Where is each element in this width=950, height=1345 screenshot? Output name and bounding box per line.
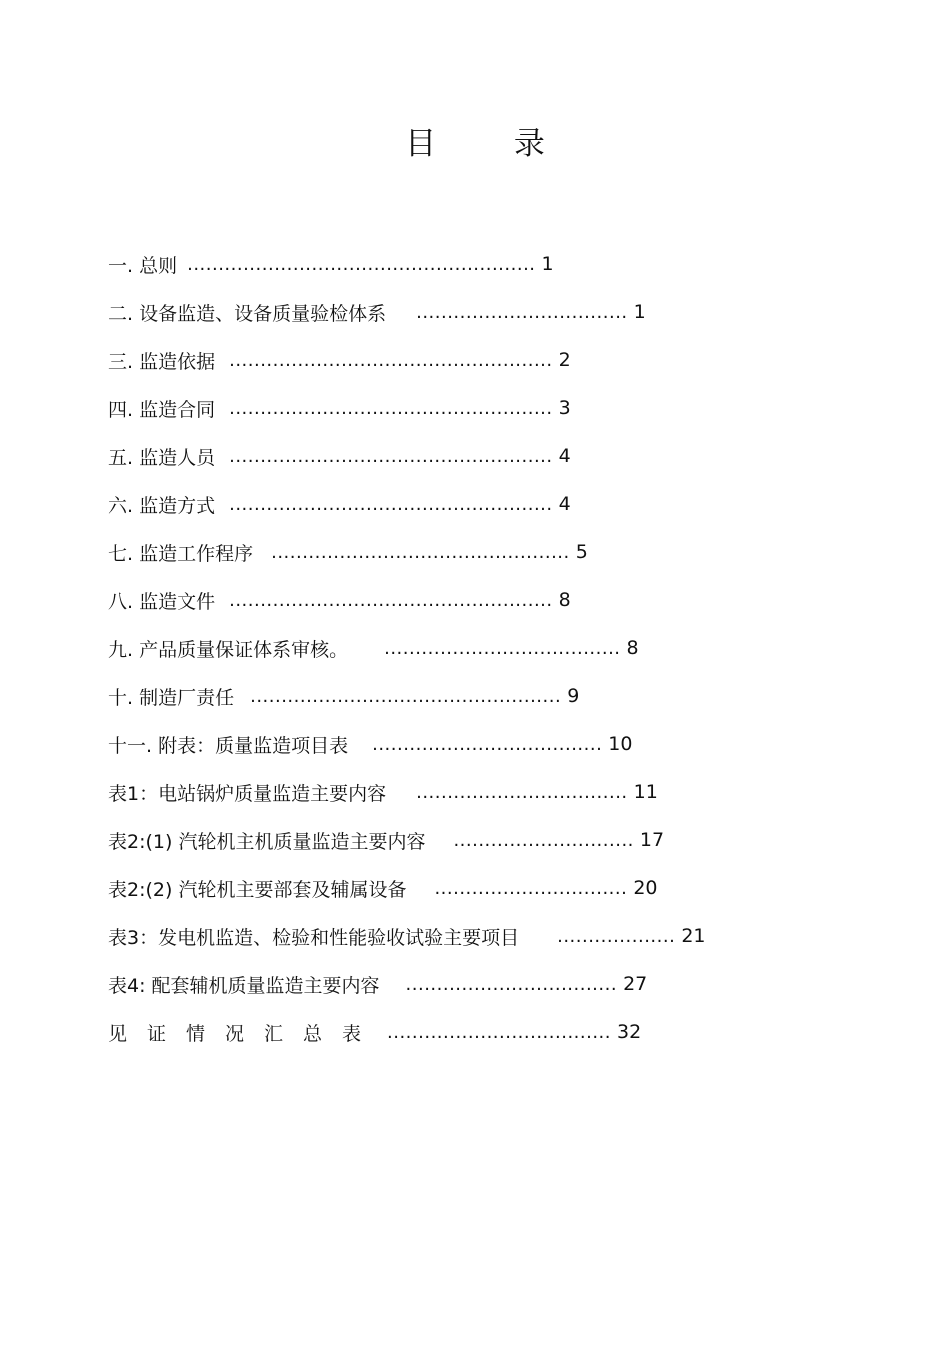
toc-page-number: 1 [633,301,646,323]
toc-entry[interactable] [108,912,848,960]
toc-entry[interactable] [108,624,848,672]
toc-page-number: 32 [617,1021,642,1043]
toc-dot-leader: .................................................... [229,445,553,467]
toc-entry[interactable] [108,1008,848,1056]
toc-page-number: 27 [623,973,648,995]
toc-entry-label: 表2:(1) 汽轮机主机质量监造主要内容 [108,830,426,853]
toc-dot-leader: ................................................ [271,541,570,563]
toc-entry[interactable] [108,672,848,720]
toc-page-number: 20 [633,877,658,899]
toc-dot-leader: ..................................... [372,733,603,755]
toc-entry[interactable] [108,864,848,912]
table-of-contents [108,240,848,1056]
toc-entry-label: 表3：发电机监造、检验和性能验收试验主要项目 [108,926,520,949]
toc-page-number: 9 [567,685,580,707]
toc-entry-label: 十. 制造厂责任 [108,686,235,709]
toc-entry-label: 十一. 附表：质量监造项目表 [108,734,349,757]
toc-page-number: 2 [558,349,571,371]
toc-entry-label: 一. 总则 [108,254,178,277]
toc-page-number: 11 [633,781,658,803]
toc-dot-leader: ...................................... [384,637,621,659]
toc-entry[interactable] [108,432,848,480]
toc-entry-label: 三. 监造依据 [108,350,216,373]
toc-dot-leader: .................................................... [229,397,553,419]
toc-entry[interactable] [108,576,848,624]
toc-entry-label: 八. 监造文件 [108,590,216,613]
toc-entry[interactable] [108,816,848,864]
toc-page-number: 10 [608,733,633,755]
toc-dot-leader: .................................. [405,973,618,995]
toc-entry[interactable] [108,960,848,1008]
toc-dot-leader: .................................. [416,781,628,803]
toc-entry[interactable] [108,480,848,528]
toc-page-number: 5 [575,541,588,563]
toc-dot-leader: .................................. [416,301,628,323]
toc-dot-leader: ............................... [434,877,628,899]
toc-entry[interactable] [108,720,848,768]
toc-dot-leader: ........................................................ [187,253,536,275]
toc-page-number: 8 [626,637,639,659]
toc-entry[interactable] [108,528,848,576]
toc-entry[interactable] [108,240,848,288]
toc-page-number: 3 [558,397,571,419]
toc-dot-leader: .................................................... [229,493,553,515]
toc-entry-label: 表4: 配套辅机质量监造主要内容 [108,974,380,997]
toc-entry[interactable] [108,768,848,816]
toc-entry[interactable] [108,288,848,336]
toc-dot-leader: ............................. [453,829,634,851]
toc-entry-label: 二. 设备监造、设备质量验检体系 [108,302,387,325]
toc-page-number: 21 [681,925,706,947]
toc-entry-label: 表2:(2) 汽轮机主要部套及辅属设备 [108,878,407,901]
toc-entry-label: 五. 监造人员 [108,446,216,469]
toc-entry[interactable] [108,336,848,384]
toc-dot-leader: .................................................... [229,589,553,611]
toc-dot-leader: ................... [557,925,676,947]
toc-entry-label: 表1：电站锅炉质量监造主要内容 [108,782,387,805]
toc-page-number: 17 [639,829,665,851]
toc-page-number: 1 [541,253,554,275]
toc-page-number: 8 [558,589,571,611]
toc-dot-leader: .................................................. [250,685,562,707]
toc-page-number: 4 [558,493,571,515]
toc-entry-label: 九. 产品质量保证体系审核。 [108,638,349,661]
toc-entry[interactable] [108,384,848,432]
toc-dot-leader: .................................................... [229,349,553,371]
toc-entry-label: 六. 监造方式 [108,494,216,517]
toc-entry-label: 七. 监造工作程序 [108,542,254,565]
toc-entry-label: 四. 监造合同 [108,398,216,421]
toc-page-number: 4 [558,445,571,467]
page-title: 目 录 [405,126,579,162]
toc-dot-leader: .................................... [387,1021,611,1043]
toc-entry-label: 见证情况汇总表 [108,1022,382,1045]
